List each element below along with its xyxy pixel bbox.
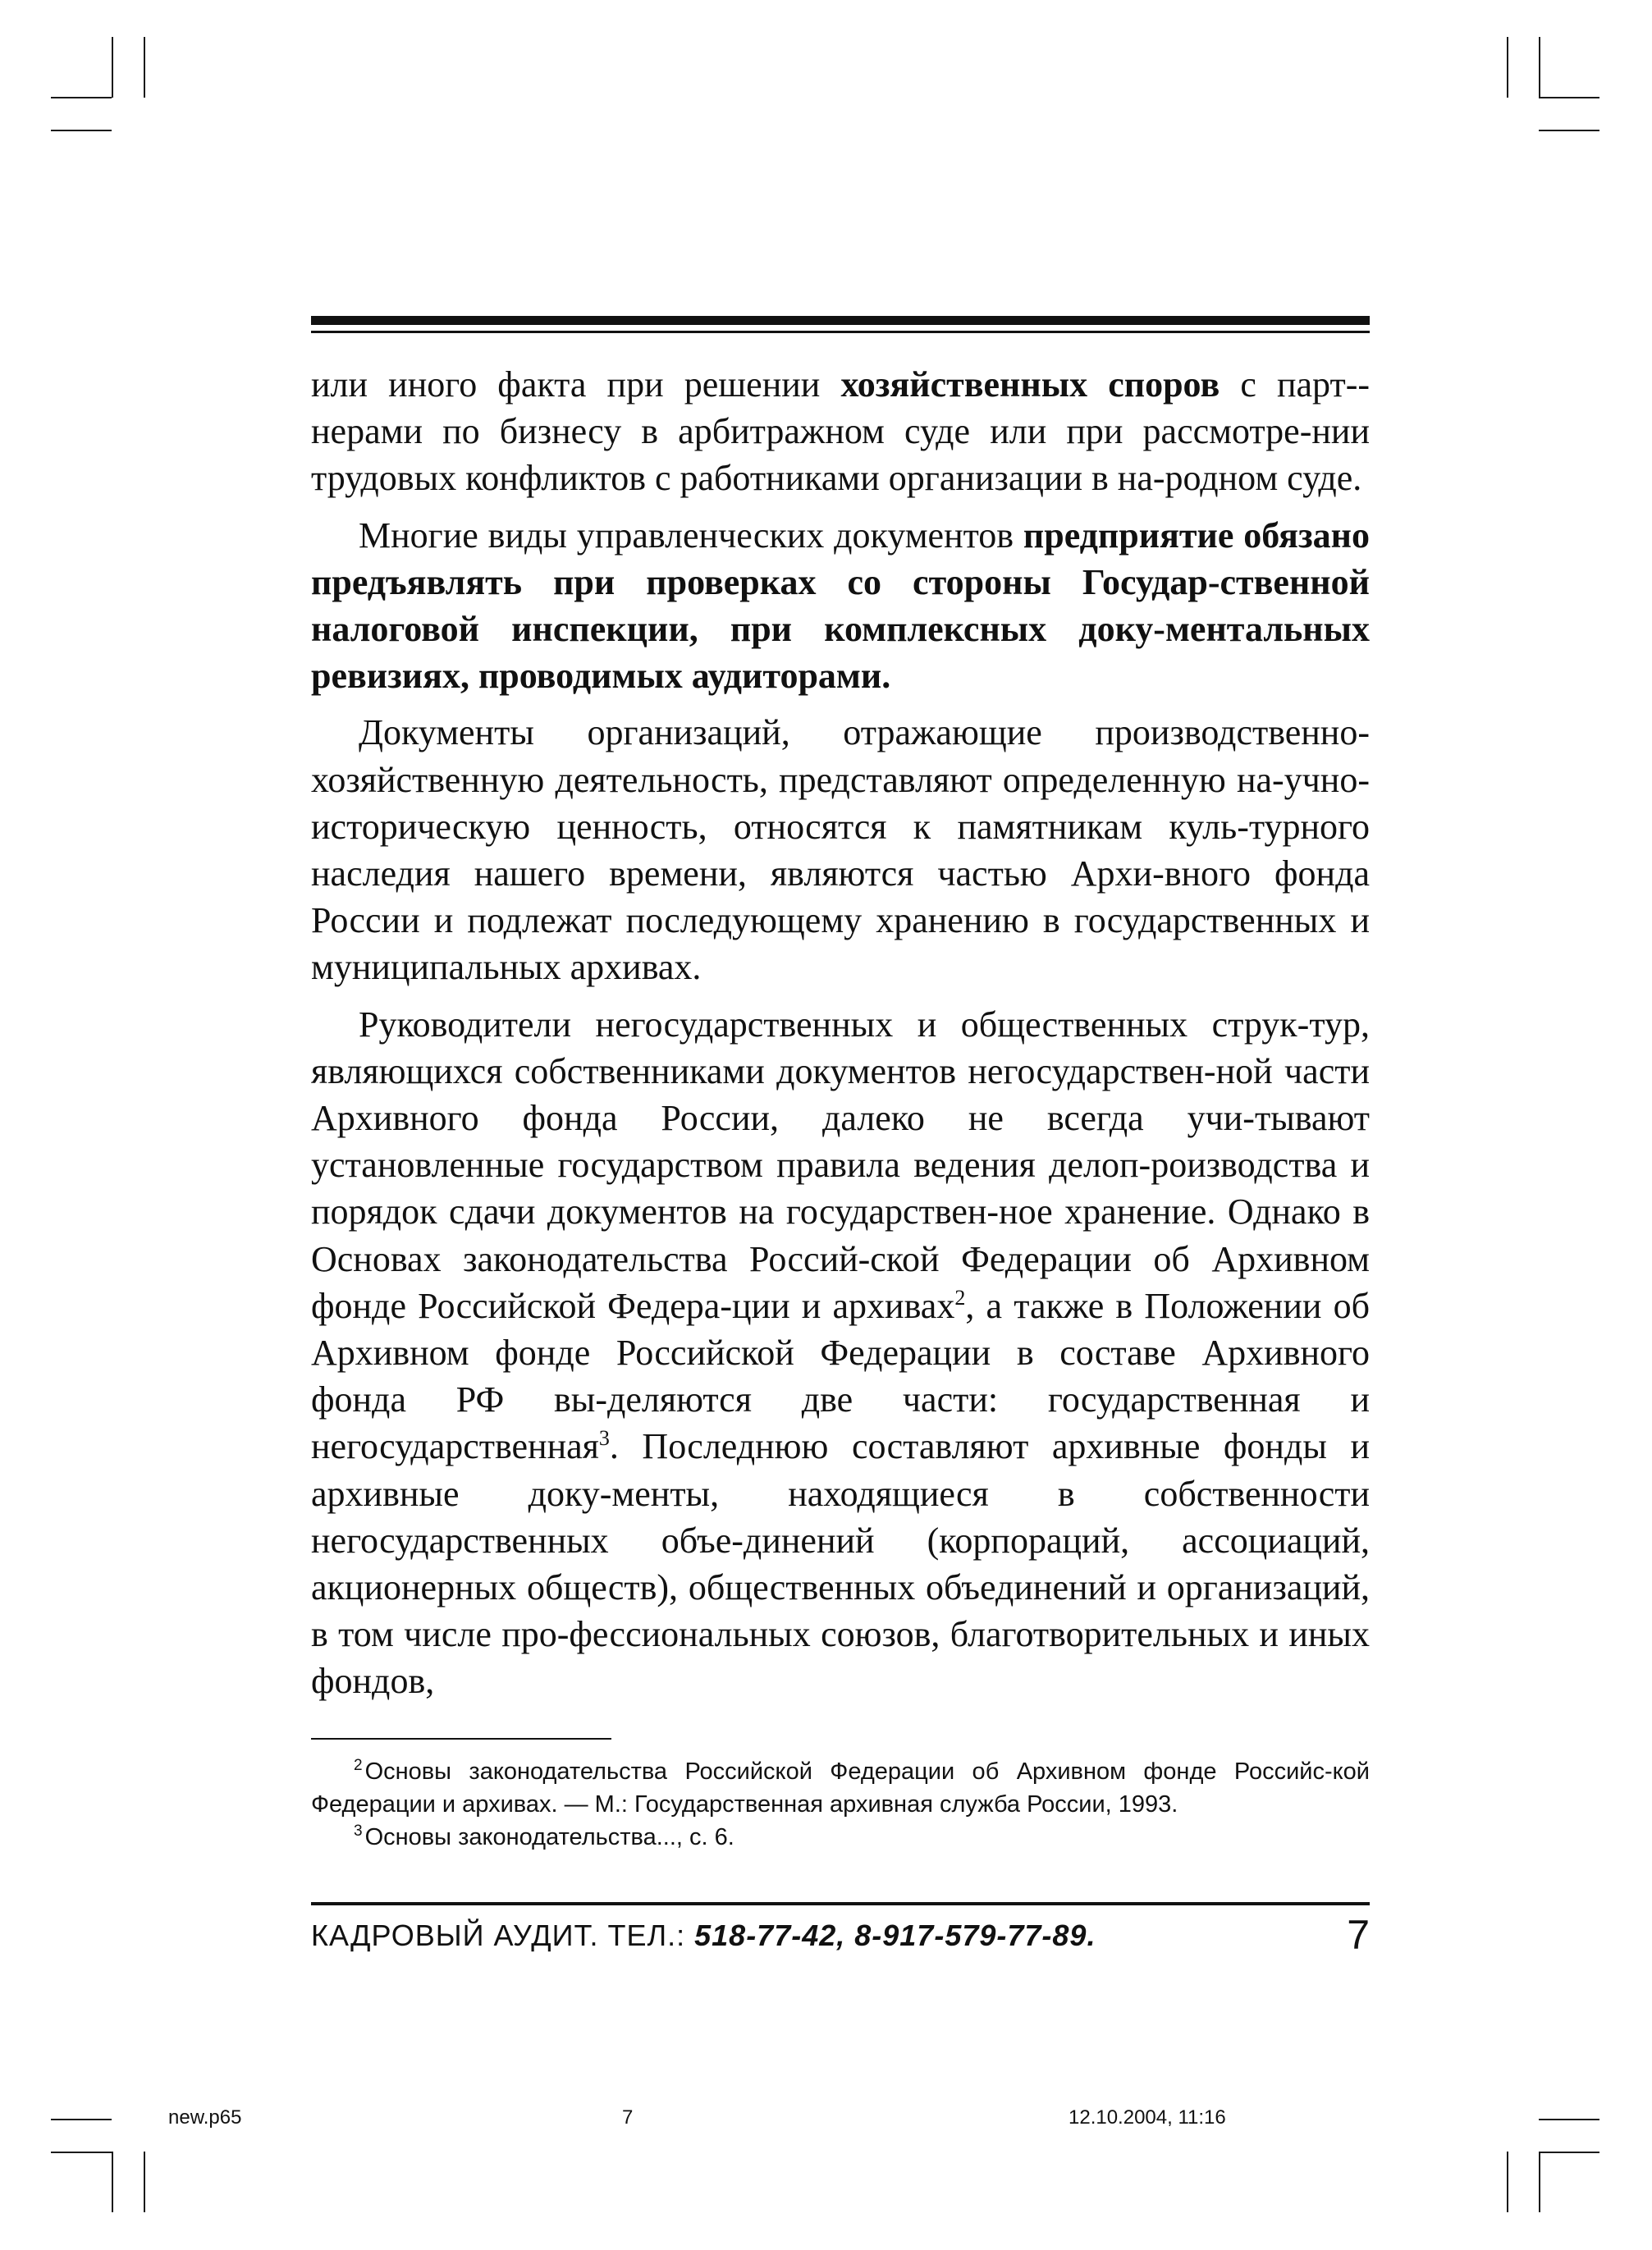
crop-mark [1539, 2152, 1540, 2212]
footnote-ref: 3 [598, 1426, 610, 1451]
paragraph-1 [311, 361, 1370, 502]
paragraph-2 [311, 512, 1370, 700]
crop-mark [112, 37, 113, 98]
footer-phones: 518-77-42, 8-917-579-77-89. [694, 1918, 1096, 1952]
footnotes [311, 1755, 1370, 1854]
slug-page: 7 [622, 2106, 634, 2129]
crop-mark [1539, 37, 1540, 98]
bold-text: хозяйственных споров [840, 364, 1220, 405]
footnote-number: 2 [354, 1757, 363, 1774]
crop-mark [1539, 97, 1599, 98]
crop-mark [1539, 2152, 1599, 2153]
paragraph-3: Документы организаций, отражающие производственно-хозяйственную деятельность, представляют определенную на-учно-историческую ценность, относятся к памятникам куль-турного наследия нашего времени, являются частью Архи-вного фонда России и подлежат последующему хранению в государственных и муниципальных архивах. [311, 712, 1370, 988]
footnote-ref: 2 [954, 1285, 966, 1310]
text-run: , а также в Положении об Архивном фонде Российской Федерации в составе Архивного фонда РФ вы-деляются две части: государственная и негосударственная [311, 1285, 1370, 1467]
page-number: 7 [1347, 1912, 1370, 1958]
bold-text: предприятие обязано предъявлять при проверках со стороны Государ-ственной налоговой инспекции, при комплексных доку-ментальных ревизиях, проводимых аудиторами. [311, 514, 1371, 697]
header-rule-thin [311, 331, 1370, 333]
footer-rule [311, 1902, 1370, 1905]
body-text [311, 361, 1370, 1715]
crop-mark [1507, 2152, 1508, 2212]
footnote-number: 3 [354, 1822, 363, 1840]
running-footer [311, 1918, 1096, 1954]
text-run: Руководители негосударственных и общественных струк-тур, являющихся собственниками документов негосударствен-ной части Архивного фонда России, далеко не всегда учи-тывают установленные государством правила ведения делоп-роизводства и порядок сдачи документов на государствен-ное хранение. Однако в Основах законодательства Россий-ской Федерации об Архивном фонде Российской Федера-ции и архивах [311, 1004, 1370, 1326]
text-run: . Последнюю составляют архивные фонды и архивные доку-менты, находящиеся в собственности негосударственных объе-динений (корпораций, ассоциаций, акционерных обществ), общественных объединений и организаций, в том числе про-фессиональных союзов, благотворительных и иных фондов, [311, 1426, 1370, 1702]
paragraph-4 [311, 1001, 1370, 1705]
text-run: с парт-нерами по бизнесу в арбитражном суде или при рассмотре-нии трудовых конфликтов с работниками организации в на-родном суде. [311, 364, 1370, 499]
crop-mark [1539, 130, 1599, 131]
text-run: Многие виды управленческих документов [359, 514, 1023, 556]
slug-datetime: 12.10.2004, 11:16 [1069, 2106, 1226, 2129]
crop-mark [51, 2152, 112, 2153]
footnote-2 [311, 1755, 1370, 1821]
crop-mark [1507, 37, 1508, 98]
crop-mark [144, 37, 145, 98]
crop-mark [112, 2152, 113, 2212]
crop-mark [1539, 2119, 1599, 2120]
header-rule-thick [311, 316, 1370, 325]
crop-mark [144, 2152, 145, 2212]
crop-mark [51, 97, 112, 98]
footnote-text: Основы законодательства..., с. 6. [364, 1824, 734, 1850]
crop-mark [51, 130, 112, 131]
crop-mark [51, 2119, 112, 2120]
footnote-rule [311, 1738, 611, 1740]
text-run: или иного факта при решении [311, 364, 841, 405]
footnote-3 [311, 1821, 1370, 1854]
slug-filename: new.p65 [168, 2106, 242, 2129]
footnote-text: Основы законодательства Российской Федерации об Архивном фонде Российс-кой Федерации и архивах. — М.: Государственная архивная служба России, 1993. [311, 1758, 1370, 1818]
footer-label: КАДРОВЫЙ АУДИТ. ТЕЛ.: [311, 1918, 695, 1952]
